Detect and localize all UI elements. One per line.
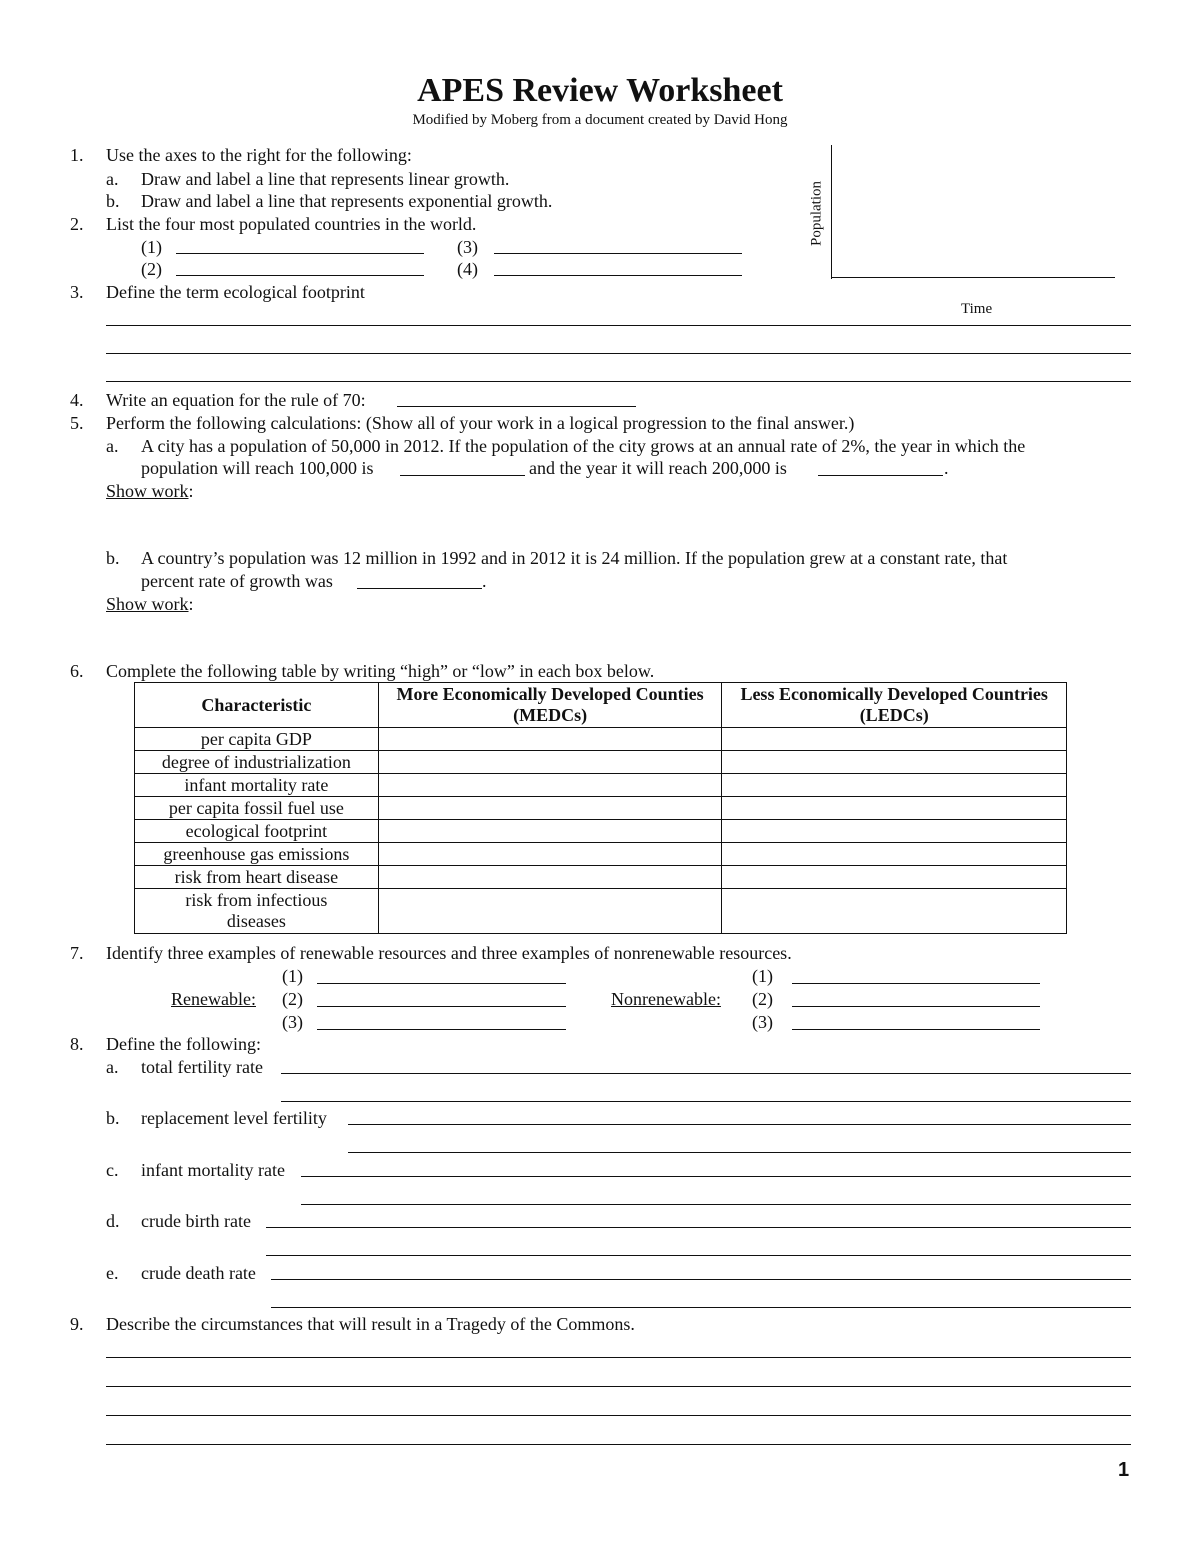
q9-answer-line[interactable]: [106, 1444, 1131, 1445]
renewable-slot-3: (3): [282, 1012, 303, 1032]
show-work-colon: :: [188, 594, 194, 614]
renewable-label: Renewable:: [171, 989, 256, 1009]
q5a-period: .: [944, 458, 949, 478]
q2-number: 2.: [70, 214, 84, 234]
medc-answer-cell[interactable]: [378, 728, 722, 751]
q3-answer-line[interactable]: [106, 325, 1131, 326]
q5b-line2: percent rate of growth was: [141, 571, 333, 591]
q1a-text: Draw and label a line that represents linear growth.: [141, 169, 510, 189]
q5b-answer-blank[interactable]: [357, 588, 482, 589]
row-label: degree of industrialization: [135, 751, 379, 774]
nonrenewable-answer-line-3[interactable]: [792, 1029, 1040, 1030]
q6-number: 6.: [70, 661, 84, 681]
q9-answer-line[interactable]: [106, 1415, 1131, 1416]
table-header-ledc: Less Economically Developed Countries (LEDCs): [722, 683, 1067, 728]
q8a-letter: a.: [106, 1057, 119, 1077]
row-label: greenhouse gas emissions: [135, 843, 379, 866]
q1a-letter: a.: [106, 169, 119, 189]
q8e-answer-line[interactable]: [271, 1307, 1131, 1308]
row-label: ecological footprint: [135, 820, 379, 843]
q5b-letter: b.: [106, 548, 120, 568]
nonrenewable-answer-line-2[interactable]: [792, 1006, 1040, 1007]
table-header-row: [135, 683, 1067, 728]
q3-number: 3.: [70, 282, 84, 302]
q5-number: 5.: [70, 413, 84, 433]
q5b-line1: A country’s population was 12 million in 1992 and in 2012 it is 24 million. If the population grew at a constant rate, that: [141, 548, 1008, 568]
nonrenewable-answer-line-1[interactable]: [792, 983, 1040, 984]
q4-number: 4.: [70, 390, 84, 410]
q8b-answer-line[interactable]: [348, 1124, 1131, 1125]
q8-number: 8.: [70, 1034, 84, 1054]
page-subtitle: Modified by Moberg from a document created by David Hong: [412, 112, 788, 128]
q3-text: Define the term ecological footprint: [106, 282, 365, 302]
q9-number: 9.: [70, 1314, 84, 1334]
medc-answer-cell[interactable]: [378, 820, 722, 843]
ledc-answer-cell[interactable]: [722, 797, 1067, 820]
renewable-slot-2: (2): [282, 989, 303, 1009]
nonrenewable-label: Nonrenewable:: [611, 989, 721, 1009]
q5a-line2-part2: and the year it will reach 200,000 is: [529, 458, 787, 478]
ledc-answer-cell[interactable]: [722, 751, 1067, 774]
nonrenewable-slot-2: (2): [752, 989, 773, 1009]
q1b-text: Draw and label a line that represents exponential growth.: [141, 191, 553, 211]
medc-answer-cell[interactable]: [378, 843, 722, 866]
q2-slot-2: (2): [141, 259, 162, 279]
row-label: per capita GDP: [135, 728, 379, 751]
medc-answer-cell[interactable]: [378, 797, 722, 820]
ledc-answer-cell[interactable]: [722, 774, 1067, 797]
q5b-period: .: [482, 571, 487, 591]
q5a-answer-blank-1[interactable]: [400, 475, 525, 476]
ledc-answer-cell[interactable]: [722, 843, 1067, 866]
q3-answer-line[interactable]: [106, 381, 1131, 382]
q8b-letter: b.: [106, 1108, 120, 1128]
q2-answer-line-1[interactable]: [176, 253, 424, 254]
q1-number: 1.: [70, 145, 84, 165]
q2-answer-line-4[interactable]: [494, 275, 742, 276]
medc-answer-cell[interactable]: [378, 751, 722, 774]
q2-slot-4: (4): [457, 259, 478, 279]
q7-text: Identify three examples of renewable resources and three examples of nonrenewable resources.: [106, 943, 792, 963]
q8a-answer-line[interactable]: [281, 1073, 1131, 1074]
ledc-answer-cell[interactable]: [722, 820, 1067, 843]
q9-text: Describe the circumstances that will result in a Tragedy of the Commons.: [106, 1314, 635, 1334]
q8a-term: total fertility rate: [141, 1057, 263, 1077]
table-header-characteristic: Characteristic: [135, 683, 379, 728]
q2-answer-line-3[interactable]: [494, 253, 742, 254]
show-work-label: Show work: [106, 594, 189, 614]
ledc-answer-cell[interactable]: [722, 728, 1067, 751]
q3-answer-line[interactable]: [106, 353, 1131, 354]
table-row: [135, 866, 1067, 889]
q5-text: Perform the following calculations: (Show all of your work in a logical progression to the final answer.): [106, 413, 855, 433]
q8d-answer-line[interactable]: [266, 1255, 1131, 1256]
q5a-letter: a.: [106, 436, 119, 456]
q6-text: Complete the following table by writing “high” or “low” in each box below.: [106, 661, 655, 681]
q8b-term: replacement level fertility: [141, 1108, 327, 1128]
table-row: [135, 820, 1067, 843]
medc-answer-cell[interactable]: [378, 889, 722, 934]
graph-x-label: Time: [961, 301, 993, 317]
q8c-letter: c.: [106, 1160, 119, 1180]
table-row: [135, 774, 1067, 797]
row-label: risk from infectious diseases: [135, 889, 379, 934]
renewable-answer-line-3[interactable]: [317, 1029, 566, 1030]
q5a-line2-part1: population will reach 100,000 is: [141, 458, 374, 478]
ledc-answer-cell[interactable]: [722, 866, 1067, 889]
q5a-show-work: [106, 481, 194, 502]
graph-x-axis: [831, 277, 1115, 278]
q2-slot-1: (1): [141, 237, 162, 257]
q8c-answer-line[interactable]: [301, 1204, 1131, 1205]
q8e-term: crude death rate: [141, 1263, 256, 1283]
show-work-label: Show work: [106, 481, 189, 501]
q1-text: Use the axes to the right for the following:: [106, 145, 412, 165]
renewable-answer-line-1[interactable]: [317, 983, 566, 984]
q8-text: Define the following:: [106, 1034, 261, 1054]
table-row: [135, 728, 1067, 751]
q5a-answer-blank-2[interactable]: [818, 475, 943, 476]
graph-y-label: Population: [808, 181, 825, 247]
q5a-line1: A city has a population of 50,000 in 2012. If the population of the city grows at an annual rate of 2%, the year in which the: [141, 436, 1026, 456]
medc-answer-cell[interactable]: [378, 774, 722, 797]
q1b-letter: b.: [106, 191, 120, 211]
show-work-colon: :: [188, 481, 194, 501]
q8c-answer-line[interactable]: [301, 1176, 1131, 1177]
medc-answer-cell[interactable]: [378, 866, 722, 889]
graph-y-axis: [831, 145, 832, 279]
q8d-term: crude birth rate: [141, 1211, 251, 1231]
q9-answer-line[interactable]: [106, 1386, 1131, 1387]
nonrenewable-slot-1: (1): [752, 966, 773, 986]
q5b-show-work: [106, 594, 194, 615]
medc-ledc-table: [134, 682, 1067, 934]
renewable-slot-1: (1): [282, 966, 303, 986]
page-title: APES Review Worksheet: [417, 72, 783, 109]
q8d-letter: d.: [106, 1211, 120, 1231]
q4-text: Write an equation for the rule of 70:: [106, 390, 366, 410]
q9-answer-line[interactable]: [106, 1357, 1131, 1358]
q2-text: List the four most populated countries in the world.: [106, 214, 477, 234]
table-row: [135, 751, 1067, 774]
q8c-term: infant mortality rate: [141, 1160, 285, 1180]
table-row: [135, 797, 1067, 820]
q8d-answer-line[interactable]: [266, 1227, 1131, 1228]
table-header-medc: More Economically Developed Counties (MEDCs): [378, 683, 722, 728]
table-row: [135, 843, 1067, 866]
q8a-answer-line[interactable]: [281, 1101, 1131, 1102]
q2-slot-3: (3): [457, 237, 478, 257]
ledc-answer-cell[interactable]: [722, 889, 1067, 934]
page-number: 1: [1118, 1459, 1130, 1481]
table-row: [135, 889, 1067, 934]
row-label: risk from heart disease: [135, 866, 379, 889]
row-label: per capita fossil fuel use: [135, 797, 379, 820]
q8b-answer-line[interactable]: [348, 1152, 1131, 1153]
nonrenewable-slot-3: (3): [752, 1012, 773, 1032]
q2-answer-line-2[interactable]: [176, 275, 424, 276]
q4-answer-line[interactable]: [397, 406, 636, 407]
q7-number: 7.: [70, 943, 84, 963]
renewable-answer-line-2[interactable]: [317, 1006, 566, 1007]
row-label: infant mortality rate: [135, 774, 379, 797]
q8e-letter: e.: [106, 1263, 119, 1283]
q8e-answer-line[interactable]: [271, 1279, 1131, 1280]
